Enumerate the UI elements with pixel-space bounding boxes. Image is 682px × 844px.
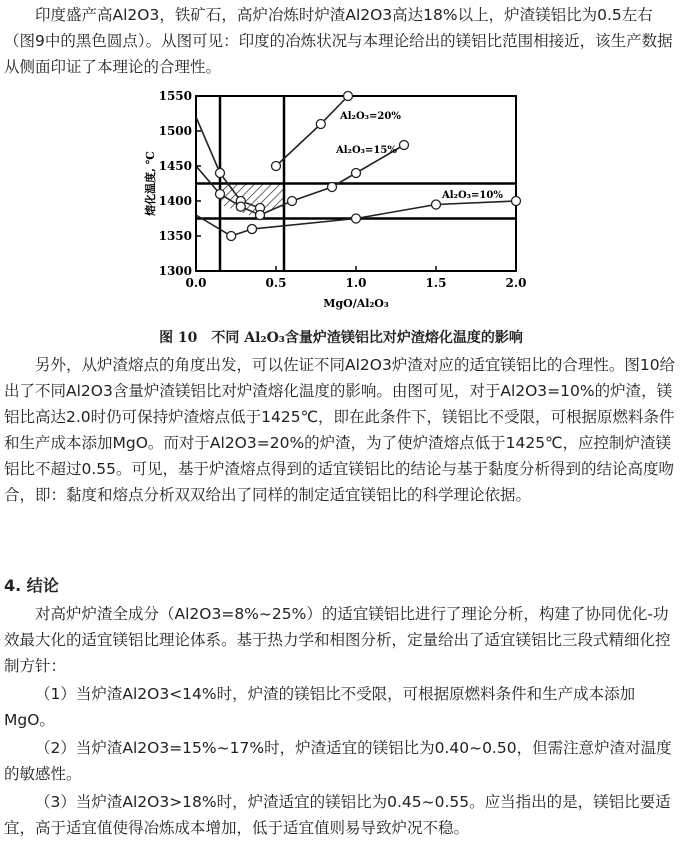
y-axis-title: 熔化温度, ℃ [144,151,157,216]
list-item-3: （3）当炉渣Al2O3>18%时，炉渣适宜的镁铝比为0.45~0.55。应当指出的是，镁铝比要适宜，高于适宜值使得冶炼成本增加，低于适宜值则易导致炉况不稳。 [4,793,671,837]
x-tick-label: 1.0 [345,276,367,290]
y-tick-label: 1300 [158,264,192,278]
data-point [352,214,361,223]
data-point [272,162,281,171]
data-point [216,169,225,178]
y-tick-label: 1450 [158,159,192,173]
data-point [352,169,361,178]
data-point [432,200,441,209]
y-tick-label: 1500 [158,124,192,138]
list-item-1: （1）当炉渣Al2O3<14%时，炉渣的镁铝比不受限，可根据原燃料条件和生产成本添加MgO。 [4,685,636,729]
data-point [328,183,337,192]
x-tick-label: 0.0 [185,276,207,290]
figure-10 [140,86,540,326]
data-point [248,225,257,234]
x-axis-title: MgO/Al₂O₃ [323,297,389,310]
data-point [256,211,265,220]
data-point [236,202,245,211]
melting-temperature-chart [140,86,540,326]
y-tick-label: 1350 [158,229,192,243]
x-tick-label: 0.5 [265,276,287,290]
paragraph-3: 对高炉炉渣全成分（Al2O3=8%~25%）的适宜镁铝比进行了理论分析，构建了协同优化-功效最大化的适宜镁铝比理论体系。基于热力学和相图分析，定量给出了适宜镁铝比三段式精细化控制方针： [4,605,671,675]
data-point [344,92,353,101]
y-tick-label: 1400 [158,194,192,208]
y-tick-label: 1550 [158,89,192,103]
x-tick-label: 2.0 [505,276,527,290]
data-point [288,197,297,206]
list-item-2: （2）当炉渣Al2O3=15%~17%时，炉渣适宜的镁铝比为0.40~0.50，但需注意炉渣对温度的敏感性。 [4,739,672,783]
series-label: Al₂O₃=15% [336,145,397,156]
figure-caption: 图 10 不同 Al₂O₃含量炉渣镁铝比对炉渣熔化温度的影响 [159,330,523,346]
x-tick-label: 1.5 [425,276,447,290]
data-point [512,197,521,206]
data-point [227,232,236,241]
series-label: Al₂O₃=10% [442,190,503,201]
paragraph-2: 另外，从炉渣熔点的角度出发，可以佐证不同Al2O3炉渣对应的适宜镁铝比的合理性。图10给出了不同Al2O3含量炉渣镁铝比对炉渣熔化温度的影响。由图可见，对于Al2O3=10%的炉渣，镁铝比高达2.0时仍可保持炉渣熔点低于1425℃，即在此条件下，镁铝比不受限，可根据原燃料条件和生产成本添加MgO。而对于Al2O3=20%的炉渣，为了使炉渣熔点低于1425℃，应控制炉渣镁铝比不超过0.55。可见，基于炉渣熔点得到的适宜镁铝比的结论与基于黏度分析得到的结论高度吻合，即：黏度和熔点分析双双给出了同样的制定适宜镁铝比的科学理论依据。 [4,356,676,504]
section-heading: 4. 结论 [4,576,59,595]
paragraph-1: 印度盛产高Al2O3，铁矿石，高炉冶炼时炉渣Al2O3高达18%以上，炉渣镁铝比为0.5左右（图9中的黑色圆点）。从图可见：印度的冶炼状况与本理论给出的镁铝比范围相接近，该生产数据从侧面印证了本理论的合理性。 [4,6,673,76]
data-point [316,120,325,129]
data-point [216,190,225,199]
data-point [400,141,409,150]
series-label: Al₂O₃=20% [340,111,401,122]
